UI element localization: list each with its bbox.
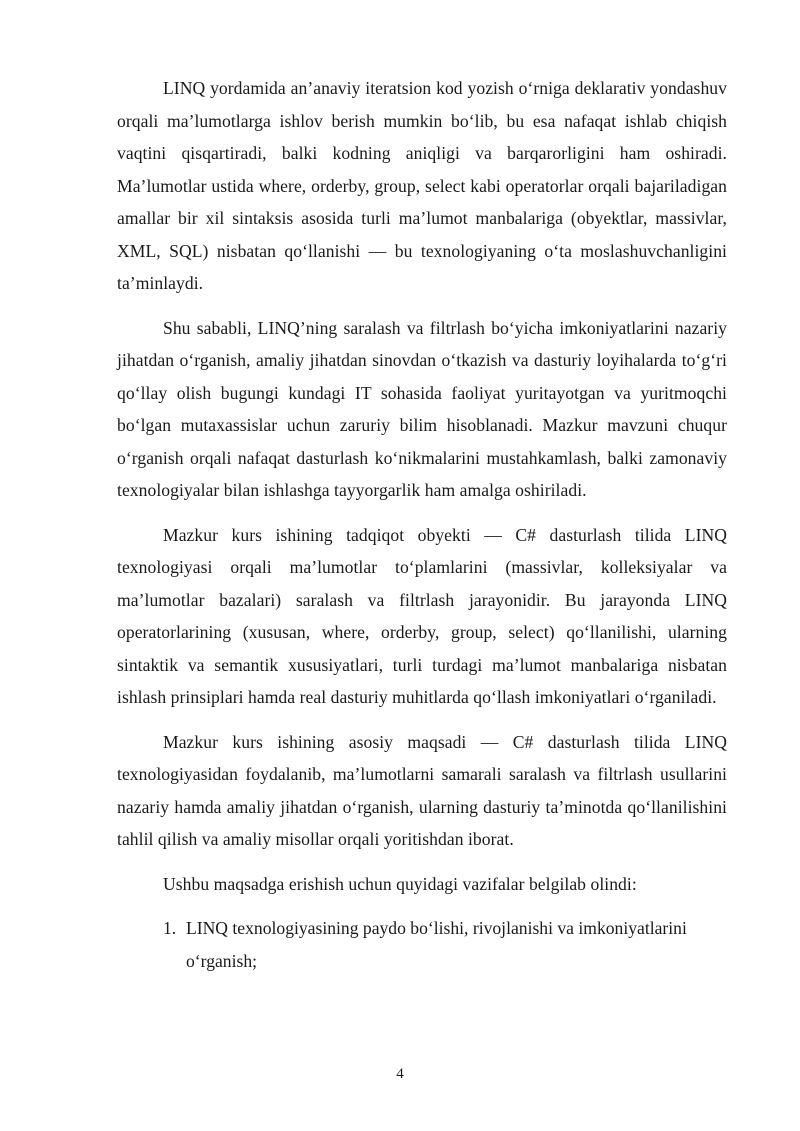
page-body: [117, 72, 727, 977]
page-number: 4: [396, 1066, 404, 1082]
paragraph-importance: Shu sababli, LINQ’ning saralash va filtrlash bo‘yicha imkoniyatlarini nazariy jihatdan o‘rganish, amaliy jihatdan sinovdan o‘tkazish va dasturiy loyihalarda to‘g‘ri qo‘llay olish bugungi kundagi IT sohasida faoliyat yuritayotgan va yuritmoqchi bo‘lgan mutaxassislar uchun zaruriy bilim hisoblanadi. Mazkur mavzuni chuqur o‘rganish orqali nafaqat dasturlash ko‘nikmalarini mustahkamlash, balki zamonaviy texnologiyalar bilan ishlashga tayyorgarlik ham amalga oshiriladi.: [117, 317, 727, 500]
list-item: [117, 912, 727, 977]
paragraph-main-goal: Mazkur kurs ishining asosiy maqsadi — C# dasturlash tilida LINQ texnologiyasidan foydalanib, ma’lumotlarni samarali saralash va filtrlash usullarini nazariy hamda amaliy jihatdan o‘rganish, ularning dasturiy ta’minotda qo‘llanilishini tahlil qilish va amaliy misollar orqali yoritishdan iborat.: [117, 731, 727, 849]
list-item-number: 1.: [163, 918, 177, 938]
tasks-list: [117, 912, 727, 977]
paragraph-tasks-intro: Ushbu maqsadga erishish uchun quyidagi vazifalar belgilab olindi:: [163, 873, 637, 894]
paragraph-linq-declarative: LINQ yordamida an’anaviy iteratsion kod yozish o‘rniga deklarativ yondashuv orqali ma’lumotlarga ishlov berish mumkin bo‘lib, bu esa nafaqat ishlab chiqish vaqtini qisqartiradi, balki kodning aniqligi va barqarorligini ham oshiradi. Ma’lumotlar ustida where, orderby, group, select kabi operatorlar orqali bajariladigan amallar bir xil sintaksis asosida turli ma’lumot manbalariga (obyektlar, massivlar, XML, SQL) nisbatan qo‘llanishi — bu texnologiyaning o‘ta moslashuvchanligini ta’minlaydi.: [117, 78, 727, 293]
paragraph-research-object: Mazkur kurs ishining tadqiqot obyekti — C# dasturlash tilida LINQ texnologiyasi orqali ma’lumotlar to‘plamlarini (massivlar, kolleksiyalar va ma’lumotlar bazalari) saralash va filtrlash jarayonidir. Bu jarayonda LINQ operatorlarining (xususan, where, orderby, group, select) qo‘llanilishi, ularning sintaktik va semantik xususiyatlari, turli turdagi ma’lumot manbalariga nisbatan ishlash prinsiplari hamda real dasturiy muhitlarda qo‘llash imkoniyatlari o‘rganiladi.: [117, 524, 727, 707]
list-item-text: LINQ texnologiyasining paydo bo‘lishi, rivojlanishi va imkoniyatlarini o‘rganish;: [186, 918, 687, 971]
